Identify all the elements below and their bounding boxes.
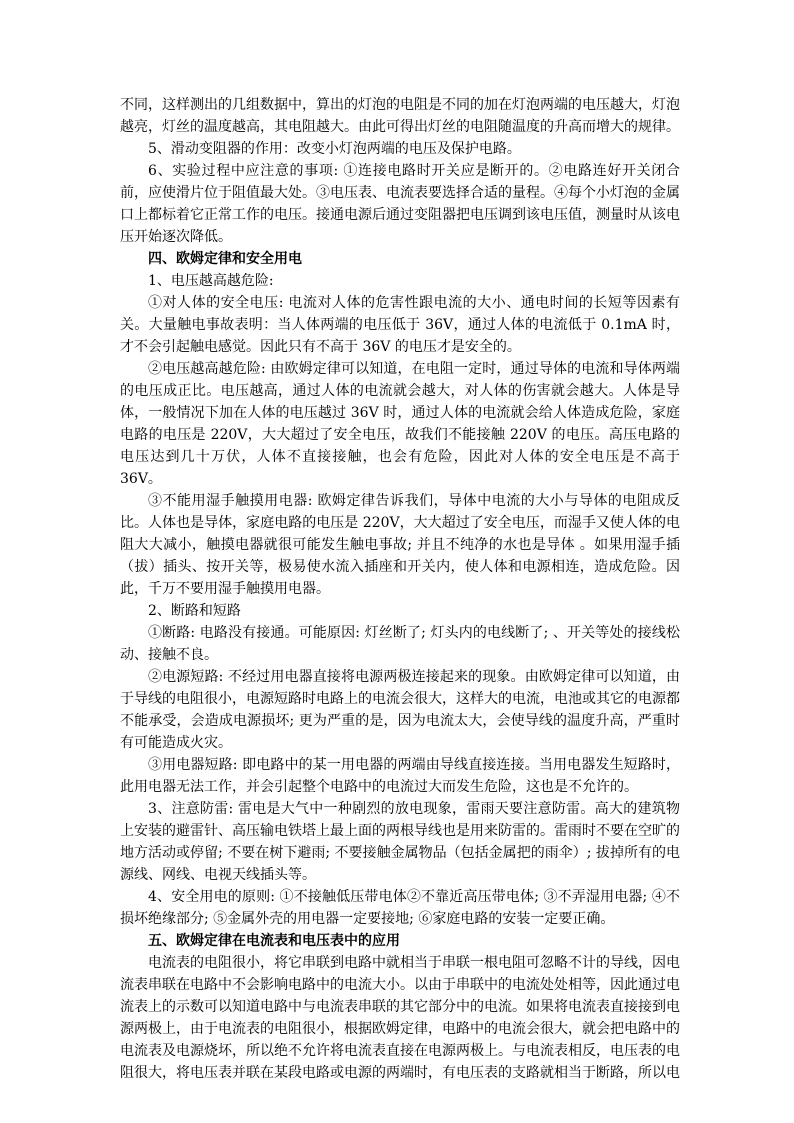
paragraph-open-circuit: ①断路: 电路没有接通。可能原因: 灯丝断了; 灯头内的电线断了; 、开关等处的接线松动、接触不良。 [120, 625, 680, 663]
paragraph-power-short-circuit: ②电源短路: 不经过用电器直接将电源两极连接起来的现象。由欧姆定律可以知道，由于导线的电阻很小，电源短路时电路上的电流会很大，这样大的电流，电池或其它的电源都不能承受，会造成电源损坏; 更为严重的是，因为电流太大，会使导线的温度升高，严重时有可能造成火灾。 [120, 669, 680, 751]
paragraph-wet-hands: ③不能用湿手触摸用电器: 欧姆定律告诉我们，导体中电流的大小与导体的电阻成反比。人体也是导体，家庭电路的电压是 220V，大大超过了安全电压，而湿手又使人体的电阻大大减小，触摸电器就很可能发生触电事故; 并且不纯净的水也是导体 。如果用湿手插（拔）插头、按开关等，极易使水流入插座和开关内，使人体和电源相连，造成危险。因此，千万不要用湿手触摸用电器。 [120, 493, 680, 597]
paragraph-rheostat-role: 5、滑动变阻器的作用：改变小灯泡两端的电压及保护电路。 [148, 141, 521, 157]
paragraph-safety-principles: 4、安全用电的原则: ①不接触低压带电体②不靠近高压带电体; ③不弄湿用电器; ④不损坏绝缘部分; ⑤金属外壳的用电器一定要接地; ⑥家庭电路的安装一定要正确。 [120, 889, 680, 927]
paragraph-voltage-danger: ②电压越高越危险: 由欧姆定律可以知道，在电阻一定时，通过导体的电流和导体两端的电压成正比。电压越高，通过人体的电流就会越大，对人体的伤害就会越大。人体是导体，一般情况下加在人体的电压越过 36V 时，通过人体的电流就会给人体造成危险，家庭电路的电压是 220V，大大超过了安全电压，故我们不能接触 220V 的电压。高压电路的电压达到几十万伏，人体不直接接触，也会有危险，因此对人体的安全电压是不高于 36V。 [120, 361, 680, 487]
paragraph-safe-voltage: ①对人体的安全电压: 电流对人体的危害性跟电流的大小、通电时间的长短等因素有关。大量触电事故表明：当人体两端的电压低于 36V，通过人体的电流低于 0.1mA 时，才不会引起触电感觉。因此只有不高于 36V 的电压才是安全的。 [120, 295, 680, 355]
paragraph-lightning-protection: 3、注意防雷: 雷电是大气中一种剧烈的放电现象，雷雨天要注意防雷。高大的建筑物上安装的避雷针、高压输电铁塔上最上面的两根导线也是用来防雷的。雷雨时不要在空旷的地方活动或停留; 不要在树下避雨; 不要接触金属物品（包括金属把的雨伞）; 拔掉所有的电源线、网线、电视天线插头等。 [120, 801, 680, 883]
paragraph-ammeter-voltmeter: 电流表的电阻很小，将它串联到电路中就相当于串联一根电阻可忽略不计的导线，因电流表串联在电路中不会影响电路中的电流大小。以由于串联中的电流处处相等，因此通过电流表上的示数可以知道电路中与电流表串联的其它部分中的电流。如果将电流表直接接到电源两极上，由于电流表的电阻很小，根据欧姆定律，电路中的电流会很大，就会把电路中的电流表及电源烧坏，所以绝不允许将电流表直接在电源两极上。与电流表相反，电压表的电阻很大，将电压表并联在某段电路或电源的两端时，有电压表的支路就相当于断路，所以电 [120, 955, 680, 1081]
paragraph-lamp-resistance: 不同，这样测出的几组数据中，算出的灯泡的电阻是不同的加在灯泡两端的电压越大，灯泡越亮，灯丝的温度越高，其电阻越大。由此可得出灯丝的电阻随温度的升高而增大的规律。 [120, 97, 680, 135]
section-heading-meters: 五、欧姆定律在电流表和电压表中的应用 [148, 933, 400, 949]
paragraph-high-voltage-danger: 1、电压越高越危险: [148, 273, 274, 289]
paragraph-open-short-circuit: 2、断路和短路 [148, 603, 241, 619]
paragraph-experiment-notes: 6、实验过程中应注意的事项: ①连接电路时开关应是断开的。②电路连好开关闭合前，应使滑片位于阻值最大处。③电压表、电流表要选择合适的量程。④每个小灯泡的金属口上都标着它正常工作的电压。接通电源后通过变阻器把电压调到该电压值，测量时从该电压开始逐次降低。 [120, 163, 680, 245]
section-heading-ohm-safety: 四、欧姆定律和安全用电 [148, 251, 302, 267]
document-page [120, 94, 680, 1084]
paragraph-appliance-short-circuit: ③用电器短路: 即电路中的某一用电器的两端由导线直接连接。当用电器发生短路时，此用电器无法工作，并会引起整个电路中的电流过大而发生危险，这也是不允许的。 [120, 757, 680, 795]
